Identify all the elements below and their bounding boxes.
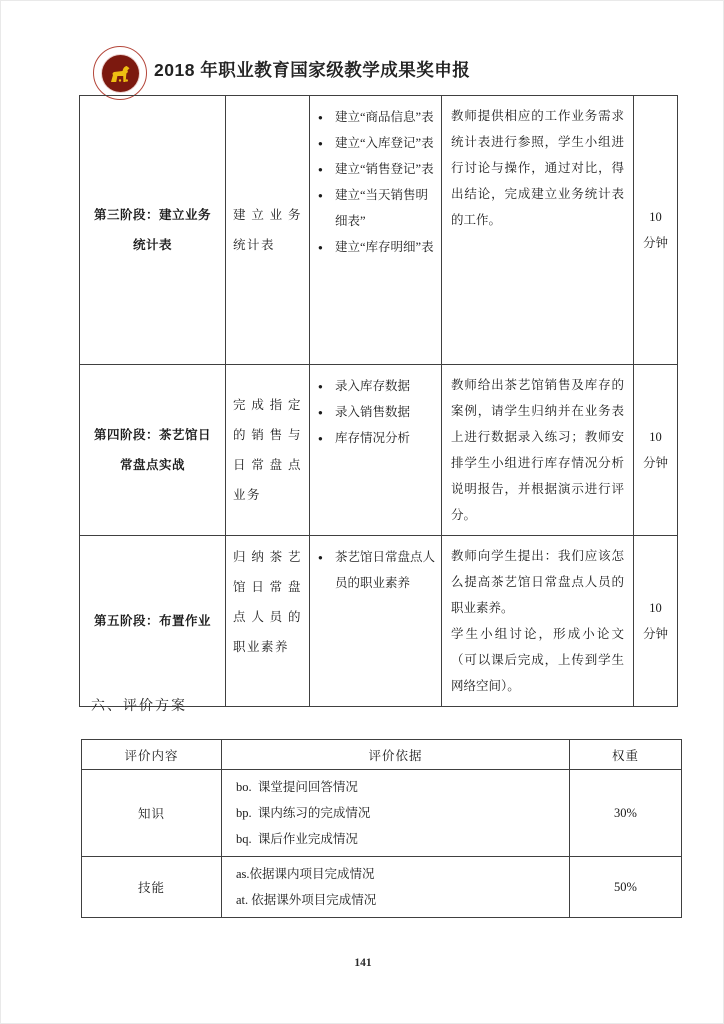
duration-value: 10 bbox=[649, 210, 662, 224]
task-cell: 建立业务统计表 bbox=[226, 96, 310, 365]
criteria-item: bo. 课堂提问回答情况 bbox=[236, 780, 358, 794]
bullet-icon: ● bbox=[318, 165, 323, 174]
evaluation-weight-cell: 50% bbox=[570, 857, 682, 918]
bullet-icon: ● bbox=[318, 408, 323, 417]
evaluation-row-knowledge bbox=[82, 770, 682, 857]
task-cell: 完成指定的销售与日常盘点业务 bbox=[226, 365, 310, 536]
duration-cell bbox=[634, 536, 678, 707]
description-cell bbox=[442, 96, 634, 365]
bullet-text: 建立“入库登记”表 bbox=[335, 136, 434, 150]
duration-cell bbox=[634, 365, 678, 536]
header-weight: 权重 bbox=[570, 740, 682, 770]
bullet-icon: ● bbox=[318, 434, 323, 443]
criteria-item: bq. 课后作业完成情况 bbox=[236, 832, 358, 846]
criteria-item: at. 依据课外项目完成情况 bbox=[236, 893, 377, 907]
bullet-list-cell bbox=[310, 536, 442, 707]
bullet-text: 茶艺馆日常盘点人员的职业素养 bbox=[335, 550, 436, 590]
evaluation-content-cell: 技能 bbox=[82, 857, 222, 918]
seal-horse-icon bbox=[102, 55, 139, 92]
page-number: 141 bbox=[354, 957, 372, 969]
header-criteria: 评价依据 bbox=[222, 740, 570, 770]
bullet-item bbox=[318, 425, 439, 451]
bullet-item bbox=[318, 104, 439, 130]
description-paragraph: 教师向学生提出：我们应该怎么提高茶艺馆日常盘点人员的职业素养。 bbox=[451, 549, 624, 615]
duration-value: 10 bbox=[649, 601, 662, 615]
bullet-icon: ● bbox=[318, 243, 323, 252]
school-seal-icon bbox=[93, 46, 147, 100]
evaluation-content-cell: 知识 bbox=[82, 770, 222, 857]
bullet-item bbox=[318, 399, 439, 425]
description-cell bbox=[442, 365, 634, 536]
description-paragraph: 教师给出茶艺馆销售及库存的案例，请学生归纳并在业务表上进行数据录入练习；教师安排学生小组进行库存情况分析说明报告，并根据演示进行评分。 bbox=[451, 378, 624, 522]
duration-value: 10 bbox=[649, 430, 662, 444]
stage-row-4 bbox=[80, 365, 678, 536]
task-cell: 归纳茶艺馆日常盘点人员的职业素养 bbox=[226, 536, 310, 707]
bullet-icon: ● bbox=[318, 382, 323, 391]
bullet-text: 建立“库存明细”表 bbox=[335, 240, 434, 254]
evaluation-criteria-cell bbox=[222, 857, 570, 918]
stage-row-3 bbox=[80, 96, 678, 365]
bullet-icon: ● bbox=[318, 191, 323, 200]
bullet-text: 建立“商品信息”表 bbox=[335, 110, 434, 124]
description-paragraph: 教师提供相应的工作业务需求统计表进行参照，学生小组进行讨论与操作，通过对比，得出结论，完成建立业务统计表的工作。 bbox=[451, 109, 624, 227]
bullet-item bbox=[318, 544, 439, 596]
bullet-item bbox=[318, 156, 439, 182]
criteria-item: as.依据课内项目完成情况 bbox=[236, 867, 375, 881]
header-content: 评价内容 bbox=[82, 740, 222, 770]
evaluation-table bbox=[81, 739, 682, 918]
description-cell bbox=[442, 536, 634, 707]
stage-name-cell: 第五阶段：布置作业 bbox=[80, 536, 226, 707]
criteria-item: bp. 课内练习的完成情况 bbox=[236, 806, 371, 820]
duration-unit: 分钟 bbox=[642, 627, 668, 641]
bullet-list-cell bbox=[310, 96, 442, 365]
evaluation-row-skill bbox=[82, 857, 682, 918]
description-paragraph: 学生小组讨论，形成小论文（可以课后完成，上传到学生网络空间）。 bbox=[451, 627, 624, 693]
bullet-text: 建立“当天销售明细表” bbox=[335, 188, 429, 228]
evaluation-header-row bbox=[82, 740, 682, 770]
bullet-item bbox=[318, 234, 439, 260]
bullet-icon: ● bbox=[318, 553, 323, 562]
bullet-text: 录入库存数据 bbox=[335, 379, 411, 393]
stage-name-cell: 第三阶段：建立业务统计表 bbox=[80, 96, 226, 365]
duration-cell bbox=[634, 96, 678, 365]
bullet-icon: ● bbox=[318, 139, 323, 148]
duration-unit: 分钟 bbox=[642, 456, 668, 470]
bullet-item bbox=[318, 182, 439, 234]
bullet-text: 建立“销售登记”表 bbox=[335, 162, 434, 176]
stage-row-5 bbox=[80, 536, 678, 707]
stage-name-cell: 第四阶段：茶艺馆日常盘点实战 bbox=[80, 365, 226, 536]
stage-table bbox=[79, 95, 678, 707]
section-heading: 六、评价方案 bbox=[91, 699, 187, 714]
evaluation-criteria-cell bbox=[222, 770, 570, 857]
duration-unit: 分钟 bbox=[642, 236, 668, 250]
bullet-item bbox=[318, 130, 439, 156]
bullet-text: 录入销售数据 bbox=[335, 405, 411, 419]
bullet-text: 库存情况分析 bbox=[335, 431, 411, 445]
evaluation-weight-cell: 30% bbox=[570, 770, 682, 857]
bullet-list-cell bbox=[310, 365, 442, 536]
bullet-item bbox=[318, 373, 439, 399]
page-title: 2018 年职业教育国家级教学成果奖申报 bbox=[154, 60, 471, 80]
bullet-icon: ● bbox=[318, 113, 323, 122]
